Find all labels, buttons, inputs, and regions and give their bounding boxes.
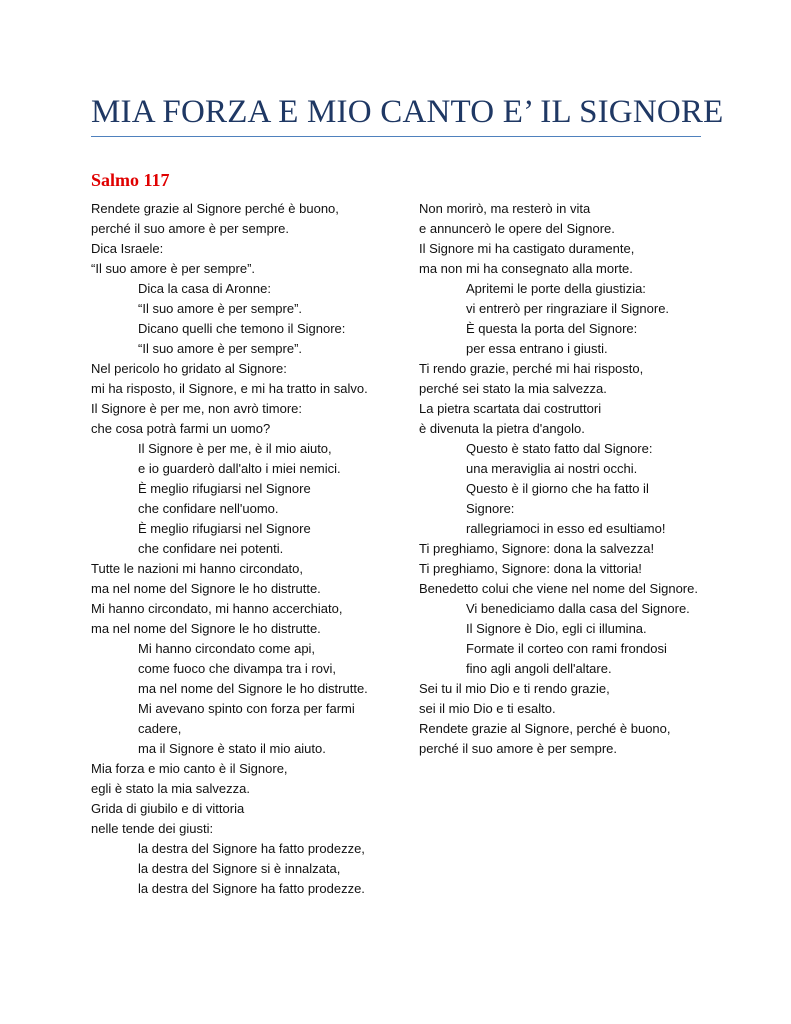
verse-line: Questo è il giorno che ha fatto il	[466, 481, 649, 496]
verse-line: Vi benediciamo dalla casa del Signore.	[466, 601, 690, 616]
verse-line: la destra del Signore si è innalzata,	[138, 861, 341, 876]
verse-line: come fuoco che divampa tra i rovi,	[138, 661, 336, 676]
verse-line: Rendete grazie al Signore perché è buono,	[91, 201, 339, 216]
verse-line: “Il suo amore è per sempre”.	[91, 261, 256, 276]
verse-line: Dica la casa di Aronne:	[138, 281, 271, 296]
verse-line: perché il suo amore è per sempre.	[419, 741, 617, 756]
verse-line: Questo è stato fatto dal Signore:	[466, 441, 653, 456]
verse-line: Mi avevano spinto con forza per farmi	[138, 701, 355, 716]
verse-line: che cosa potrà farmi un uomo?	[91, 421, 271, 436]
verse-line: Il Signore è per me, non avrò timore:	[91, 401, 302, 416]
verse-line: Rendete grazie al Signore, perché è buono,	[419, 721, 671, 736]
verse-line: Mi hanno circondato, mi hanno accerchiato,	[91, 601, 343, 616]
verse-line: la destra del Signore ha fatto prodezze,	[138, 841, 365, 856]
verse-line: Signore:	[466, 501, 515, 516]
verse-line: Grida di giubilo e di vittoria	[91, 801, 245, 816]
verse-line: perché il suo amore è per sempre.	[91, 221, 289, 236]
verse-line: per essa entrano i giusti.	[466, 341, 608, 356]
verse-line: fino agli angoli dell'altare.	[466, 661, 612, 676]
verse-line: Apritemi le porte della giustizia:	[466, 281, 646, 296]
verse-line: Formate il corteo con rami frondosi	[466, 641, 667, 656]
left-column	[91, 199, 401, 899]
verse-line: una meraviglia ai nostri occhi.	[466, 461, 638, 476]
verse-line: vi entrerò per ringraziare il Signore.	[466, 301, 670, 316]
verse-line: “Il suo amore è per sempre”.	[138, 341, 303, 356]
verse-line: che confidare nei potenti.	[138, 541, 284, 556]
verse-line: ma nel nome del Signore le ho distrutte.	[138, 681, 368, 696]
verse-line: Dicano quelli che temono il Signore:	[138, 321, 346, 336]
verse-line: Ti rendo grazie, perché mi hai risposto,	[419, 361, 644, 376]
verse-line: che confidare nell'uomo.	[138, 501, 279, 516]
verse-line: Ti preghiamo, Signore: dona la salvezza!	[419, 541, 655, 556]
verse-line: Il Signore è per me, è il mio aiuto,	[138, 441, 332, 456]
verse-line: e annuncerò le opere del Signore.	[419, 221, 615, 236]
verse-line: Ti preghiamo, Signore: dona la vittoria!	[419, 561, 642, 576]
right-column	[419, 199, 719, 759]
verse-line: è divenuta la pietra d'angolo.	[419, 421, 585, 436]
verse-line: la destra del Signore ha fatto prodezze.	[138, 881, 365, 896]
verse-line: egli è stato la mia salvezza.	[91, 781, 250, 796]
verse-line: ma il Signore è stato il mio aiuto.	[138, 741, 326, 756]
verse-line: Tutte le nazioni mi hanno circondato,	[91, 561, 303, 576]
verse-line: È questa la porta del Signore:	[466, 321, 638, 336]
verse-line: Non morirò, ma resterò in vita	[419, 201, 591, 216]
verse-line: Il Signore mi ha castigato duramente,	[419, 241, 635, 256]
verse-line: cadere,	[138, 721, 182, 736]
verse-line: perché sei stato la mia salvezza.	[419, 381, 607, 396]
verse-line: “Il suo amore è per sempre”.	[138, 301, 303, 316]
verse-line: rallegriamoci in esso ed esultiamo!	[466, 521, 666, 536]
verse-line: sei il mio Dio e ti esalto.	[419, 701, 556, 716]
verse-line: È meglio rifugiarsi nel Signore	[138, 521, 311, 536]
verse-line: nelle tende dei giusti:	[91, 821, 214, 836]
verse-line: Benedetto colui che viene nel nome del Signore.	[419, 581, 698, 596]
verse-line: mi ha risposto, il Signore, e mi ha tratto in salvo.	[91, 381, 368, 396]
verse-line: Il Signore è Dio, egli ci illumina.	[466, 621, 647, 636]
verse-line: Mia forza e mio canto è il Signore,	[91, 761, 288, 776]
verse-line: Dica Israele:	[91, 241, 164, 256]
psalm-subtitle: Salmo 117	[91, 170, 170, 190]
verse-line: ma nel nome del Signore le ho distrutte.	[91, 621, 321, 636]
verse-line: Sei tu il mio Dio e ti rendo grazie,	[419, 681, 610, 696]
verse-line: È meglio rifugiarsi nel Signore	[138, 481, 311, 496]
verse-line: e io guarderò dall'alto i miei nemici.	[138, 461, 341, 476]
title-underline	[91, 136, 701, 137]
verse-line: Mi hanno circondato come api,	[138, 641, 316, 656]
verse-line: ma non mi ha consegnato alla morte.	[419, 261, 633, 276]
verse-line: La pietra scartata dai costruttori	[419, 401, 602, 416]
document-title: MIA FORZA E MIO CANTO E’ IL SIGNORE	[91, 94, 724, 130]
verse-line: ma nel nome del Signore le ho distrutte.	[91, 581, 321, 596]
verse-line: Nel pericolo ho gridato al Signore:	[91, 361, 287, 376]
